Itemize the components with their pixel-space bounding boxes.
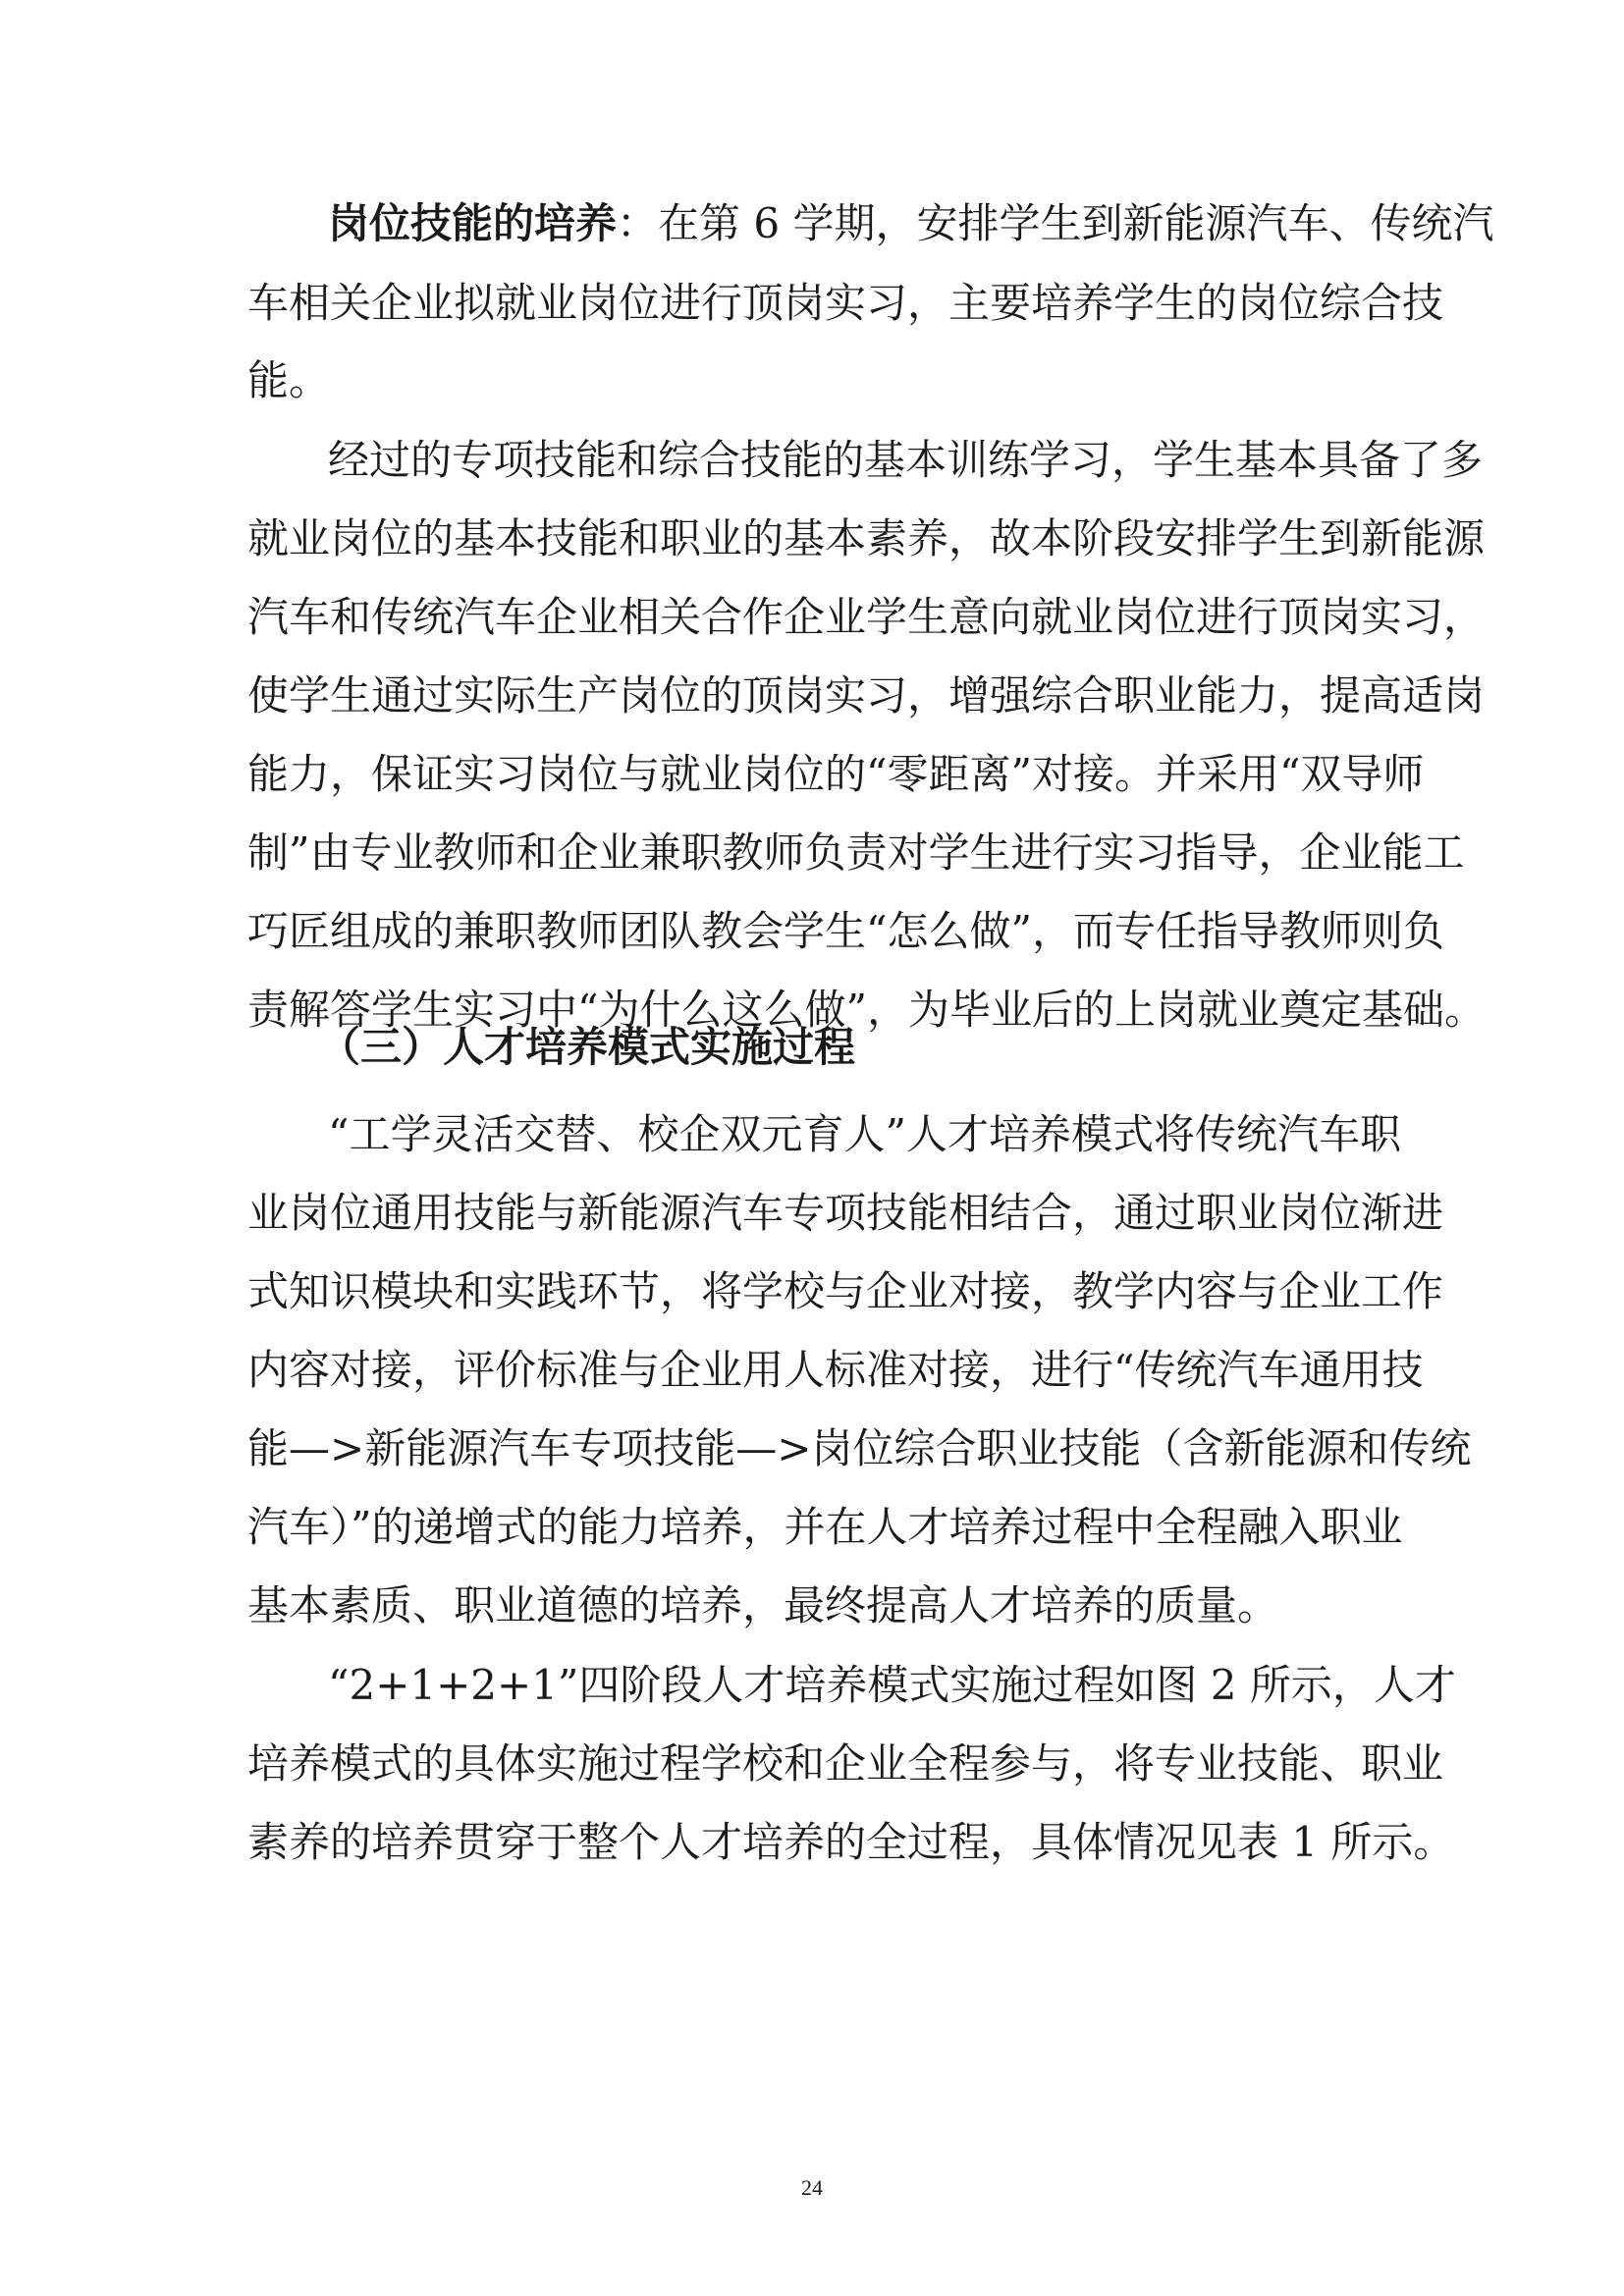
paragraph-3-line-4: 内容对接，评价标准与企业用人标准对接，进行“传统汽车通用技: [247, 1346, 1424, 1394]
paragraph-2-line-2: 就业岗位的基本技能和职业的基本素养，故本阶段安排学生到新能源: [247, 514, 1486, 562]
paragraph-1-text: ：在第 6 学期，安排学生到新能源汽车、传统汽: [617, 199, 1494, 247]
section-heading: （三）人才培养模式实施过程: [319, 1023, 856, 1071]
paragraph-2-line-4: 使学生通过实际生产岗位的顶岗实习，增强综合职业能力，提高适岗: [247, 671, 1486, 720]
paragraph-1-line-2: 车相关企业拟就业岗位进行顶岗实习，主要培养学生的岗位综合技: [247, 279, 1444, 327]
paragraph-3-line-2: 业岗位通用技能与新能源汽车专项技能相结合，通过职业岗位渐进: [247, 1189, 1444, 1237]
paragraph-2-line-8: 责解答学生实习中“为什么这么做”，为毕业后的上岗就业奠定基础。: [247, 986, 1486, 1034]
paragraph-3-line-7: 基本素质、职业道德的培养，最终提高人才培养的质量。: [247, 1581, 1279, 1629]
paragraph-2-line-3: 汽车和传统汽车企业相关合作企业学生意向就业岗位进行顶岗实习，: [247, 593, 1486, 641]
paragraph-2-line-7: 巧匠组成的兼职教师团队教会学生“怎么做”，而专任指导教师则负: [247, 907, 1444, 955]
paragraph-4-line-3: 素养的培养贯穿于整个人才培养的全过程，具体情况见表 1 所示。: [247, 1818, 1455, 1866]
paragraph-4-line-1: “2+1+2+1”四阶段人才培养模式实施过程如图 2 所示，人才: [328, 1661, 1456, 1709]
paragraph-2-line-6: 制”由专业教师和企业兼职教师负责对学生进行实习指导，企业能工: [247, 828, 1465, 877]
paragraph-3-line-1: “工学灵活交替、校企双元育人”人才培养模式将传统汽车职: [328, 1110, 1401, 1158]
page-number: 24: [801, 2175, 823, 2200]
paragraph-3-line-5: 能—>新能源汽车专项技能—>岗位综合职业技能（含新能源和传统: [247, 1424, 1472, 1472]
paragraph-4-line-2: 培养模式的具体实施过程学校和企业全程参与，将专业技能、职业: [247, 1739, 1444, 1788]
paragraph-3-line-6: 汽车）”的递增式的能力培养，并在人才培养过程中全程融入职业: [247, 1503, 1403, 1551]
paragraph-3-line-3: 式知识模块和实践环节，将学校与企业对接，教学内容与企业工作: [247, 1267, 1444, 1315]
paragraph-1-lead: 岗位技能的培养: [328, 199, 618, 247]
paragraph-1-line-3: 能。: [247, 356, 331, 404]
paragraph-1-line-1: [328, 196, 1493, 251]
paragraph-2-line-1: 经过的专项技能和综合技能的基本训练学习，学生基本具备了多: [328, 436, 1484, 484]
paragraph-2-line-5: 能力，保证实习岗位与就业岗位的“零距离”对接。并采用“双导师: [247, 750, 1425, 798]
